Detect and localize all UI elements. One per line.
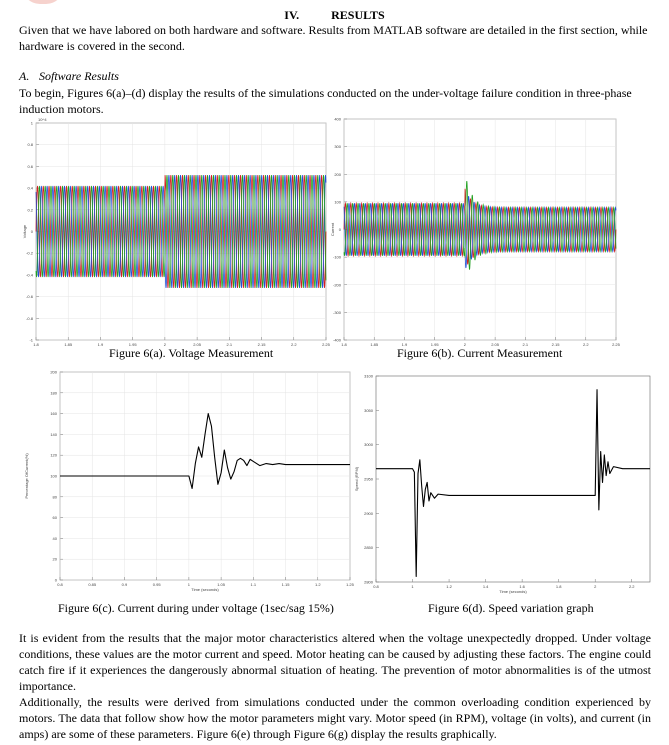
y-tick-label: 3100 xyxy=(364,373,373,379)
y-tick-label: -0.4 xyxy=(26,272,33,278)
subsection-heading xyxy=(19,69,119,84)
intro-paragraph: Given that we have labored on both hardware and software. Results from MATLAB software are detailed in the first section, while hardware is covered in the second. xyxy=(19,23,648,53)
x-tick-label: 1.6 xyxy=(519,584,525,589)
journal-logo xyxy=(22,0,64,4)
x-tick-label: 2 xyxy=(594,584,597,589)
x-tick-label: 1.25 xyxy=(346,582,354,587)
x-tick-label: 2.1 xyxy=(226,342,233,347)
x-tick-label: 2.2 xyxy=(290,342,297,347)
y-axis-label: Speed (RPM) xyxy=(354,466,359,492)
y-tick-label: 20 xyxy=(52,556,57,562)
y-tick-label: 400 xyxy=(334,116,341,122)
y-tick-label: 2950 xyxy=(364,476,373,482)
y-tick-label: 80 xyxy=(52,494,57,500)
y-tick-label: 0.4 xyxy=(27,185,33,191)
figure-6c-chart xyxy=(18,368,354,600)
x-tick-label: 1.15 xyxy=(281,582,290,587)
y-tick-label: 0 xyxy=(30,229,33,234)
y-tick-label: 160 xyxy=(50,411,57,417)
y-tick-label: 2900 xyxy=(364,510,373,516)
y-tick-label: 0.2 xyxy=(27,207,33,213)
y-tick-label: 3050 xyxy=(364,407,373,413)
subsection-label: A. xyxy=(19,69,30,83)
y-tick-label: 0 xyxy=(338,227,341,232)
y-tick-label: 140 xyxy=(50,431,57,437)
x-tick-label: 1 xyxy=(187,582,191,587)
y-tick-label: 2850 xyxy=(364,545,373,551)
y-tick-label: 100 xyxy=(50,473,57,479)
figure-6b-caption: Figure 6(b). Current Measurement xyxy=(397,346,563,360)
x-tick-label: 1.8 xyxy=(33,342,39,347)
figure-6a-chart xyxy=(18,115,338,350)
x-tick-label: 2.15 xyxy=(551,342,560,347)
x-tick-label: 1.95 xyxy=(430,342,439,347)
paragraph-3: Additionally, the results were derived from simulations conducted under the common overloading condition experienced by motors. The data that follow show how the motor parameters might vary. Motor speed (in RPM), voltage (in volts), and current (in amps) are some of these parameters. Figure 6(e) through Figure 6(g) display the results graphically. xyxy=(19,695,651,741)
x-axis-label: Time (seconds) xyxy=(191,587,219,592)
x-tick-label: 1.95 xyxy=(128,342,137,347)
y-axis-label: Voltage xyxy=(22,224,27,239)
y-tick-label: 1 xyxy=(30,120,33,126)
x-tick-label: 1.8 xyxy=(341,342,347,347)
y-tick-label: 180 xyxy=(50,390,57,396)
y-tick-label: -0.8 xyxy=(26,315,33,321)
y-tick-label: 0 xyxy=(54,577,57,583)
y-tick-label: 200 xyxy=(50,369,57,375)
x-tick-label: 0.85 xyxy=(88,582,97,587)
figure-6d-chart xyxy=(350,372,654,600)
y-exponent-label: 10^4 xyxy=(38,117,47,122)
x-tick-label: 0.95 xyxy=(152,582,161,587)
subsection-title: Software Results xyxy=(39,69,119,83)
section-number: IV. xyxy=(284,8,300,22)
x-tick-label: 2.05 xyxy=(491,342,500,347)
x-tick-label: 2.05 xyxy=(193,342,202,347)
y-tick-label: 0.6 xyxy=(27,163,33,169)
section-heading xyxy=(0,8,669,23)
y-tick-label: 120 xyxy=(50,452,57,458)
x-tick-label: 2.1 xyxy=(522,342,529,347)
x-tick-label: 2.2 xyxy=(582,342,589,347)
x-tick-label: 1.2 xyxy=(314,582,321,587)
x-tick-label: 2.2 xyxy=(628,584,635,589)
x-tick-label: 1.8 xyxy=(555,584,562,589)
y-tick-label: -400 xyxy=(332,337,341,343)
x-tick-label: 1.4 xyxy=(482,584,489,589)
section-title: RESULTS xyxy=(331,8,385,22)
y-tick-label: -200 xyxy=(332,282,341,288)
x-tick-label: 1 xyxy=(411,584,414,589)
x-tick-label: 2 xyxy=(463,342,467,347)
y-tick-label: -0.6 xyxy=(26,294,33,300)
paragraph-1: To begin, Figures 6(a)–(d) display the results of the simulations conducted on the under-voltage failure condition in three-phase induction motors. xyxy=(19,86,632,116)
x-tick-label: 2 xyxy=(163,342,167,347)
x-tick-label: 2.15 xyxy=(257,342,266,347)
x-tick-label: 2.25 xyxy=(612,342,620,347)
y-tick-label: -100 xyxy=(332,254,341,260)
paragraph-2: It is evident from the results that the major motor characteristics altered when the voltage unexpectedly dropped. Under voltage conditions, these values are the motor current and speed. Motor heating can be caused by adjusting these factors. The engine could catch fire if it experiences the dangerously abnormal situation of heating. The prevention of motor abnormalities is of the utmost importance. xyxy=(19,631,651,693)
y-axis-label: Percentage OfCurrent(%) xyxy=(24,453,29,499)
y-tick-label: 300 xyxy=(334,144,341,150)
x-tick-label: 1.85 xyxy=(64,342,73,347)
x-tick-label: 1.85 xyxy=(370,342,379,347)
x-tick-label: 0.9 xyxy=(121,582,128,587)
x-tick-label: 1.9 xyxy=(97,342,104,347)
x-axis-label: Time (seconds) xyxy=(499,589,527,594)
x-tick-label: 1.05 xyxy=(217,582,226,587)
y-tick-label: -300 xyxy=(332,309,341,315)
figure-6d-caption: Figure 6(d). Speed variation graph xyxy=(428,601,594,615)
figure-6c-caption: Figure 6(c). Current during under voltage (1sec/sag 15%) xyxy=(58,601,334,615)
x-tick-label: 2.25 xyxy=(322,342,330,347)
x-tick-label: 1.1 xyxy=(250,582,257,587)
x-tick-label: 0.8 xyxy=(57,582,63,587)
y-tick-label: 200 xyxy=(334,171,341,177)
x-tick-label: 1.9 xyxy=(401,342,408,347)
y-axis-label: Current xyxy=(330,222,335,237)
y-tick-label: -0.2 xyxy=(26,250,33,256)
x-tick-label: 0.8 xyxy=(373,584,379,589)
figure-6b-chart xyxy=(330,115,624,350)
y-tick-label: 40 xyxy=(52,535,57,541)
y-tick-label: -1 xyxy=(29,337,33,343)
y-tick-label: 3000 xyxy=(364,442,373,448)
y-tick-label: 2800 xyxy=(364,579,373,585)
x-tick-label: 1.2 xyxy=(446,584,452,589)
y-tick-label: 60 xyxy=(52,515,57,521)
y-tick-label: 100 xyxy=(334,199,341,205)
y-tick-label: 0.8 xyxy=(27,142,33,148)
figure-6a-caption: Figure 6(a). Voltage Measurement xyxy=(109,346,274,360)
